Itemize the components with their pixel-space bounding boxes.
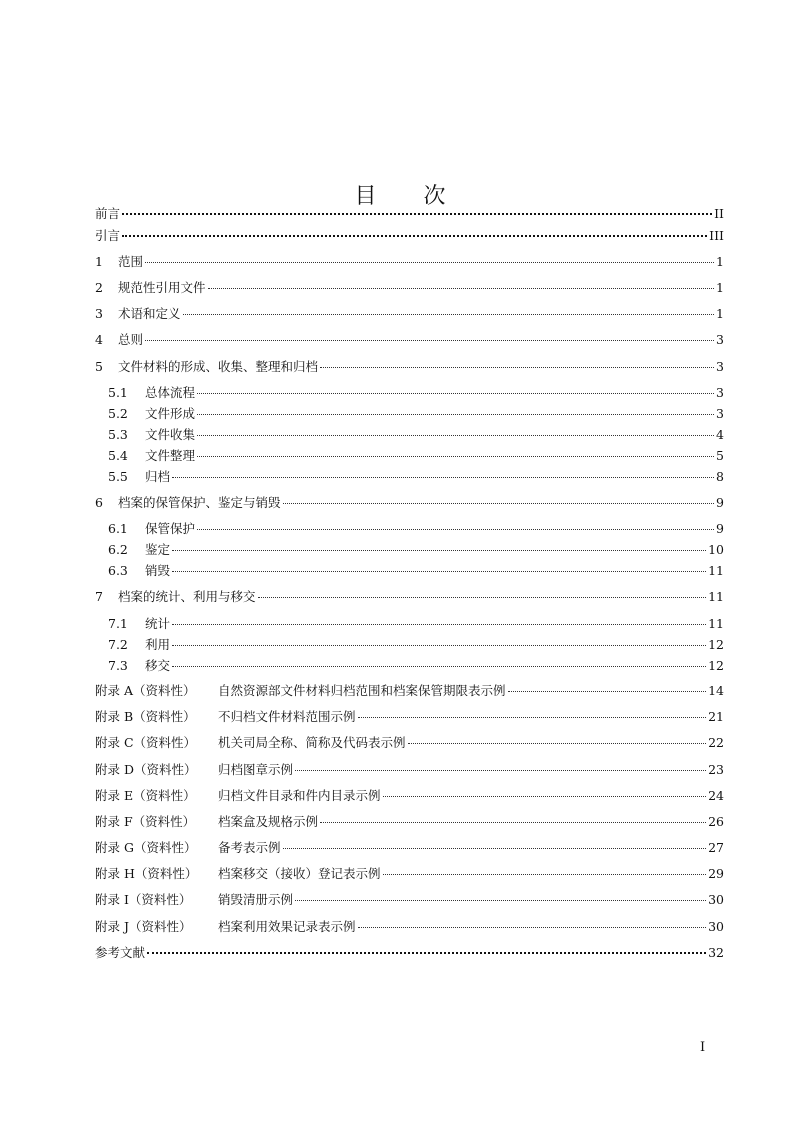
- toc-entry[interactable]: [95, 305, 724, 323]
- toc-entry[interactable]: [95, 813, 724, 831]
- toc-entry-label: 档案的保管保护、鉴定与销毁: [118, 495, 281, 510]
- toc-entry-page: 4: [716, 427, 724, 442]
- toc-entry-label: 范围: [118, 254, 144, 269]
- toc-entry-number: 附录 B（资料性）: [95, 709, 196, 724]
- toc-entry[interactable]: [95, 865, 724, 883]
- toc-leader-dots: [283, 502, 715, 504]
- toc-entry-number: 5.1: [108, 385, 128, 400]
- toc-entry-label: 文件形成: [145, 406, 196, 421]
- toc-entry-page: 24: [708, 788, 724, 803]
- toc-entry-number: 7.2: [108, 637, 128, 652]
- toc-entry-page: 11: [708, 616, 724, 631]
- toc-entry[interactable]: [108, 384, 724, 402]
- toc-entry[interactable]: [95, 918, 724, 936]
- toc-title-char-2: 次: [423, 184, 446, 209]
- toc-entry[interactable]: [95, 588, 724, 606]
- toc-leader-dots: [197, 434, 714, 436]
- toc-leader-dots: [147, 951, 706, 954]
- toc-entry[interactable]: [108, 657, 724, 675]
- toc-leader-dots: [258, 596, 707, 598]
- toc-entry[interactable]: [95, 682, 724, 700]
- toc-entry[interactable]: [95, 494, 724, 512]
- toc-entry-number: 5.4: [108, 448, 128, 463]
- toc-entry-number: 附录 D（资料性）: [95, 762, 197, 777]
- toc-entry[interactable]: [108, 520, 724, 538]
- toc-entry-label: 备考表示例: [218, 840, 281, 855]
- toc-entry[interactable]: [108, 447, 724, 465]
- toc-leader-dots: [295, 769, 706, 771]
- toc-leader-dots: [197, 455, 714, 457]
- toc-entry-label: 机关司局全称、简称及代码表示例: [218, 735, 406, 750]
- toc-entry-page: II: [714, 206, 724, 221]
- toc-entry-label: 档案盒及规格示例: [218, 814, 319, 829]
- toc-entry-label: 前言: [95, 206, 121, 221]
- toc-entry[interactable]: [108, 405, 724, 423]
- toc-leader-dots: [172, 644, 706, 646]
- toc-leader-dots: [197, 413, 714, 415]
- toc-entry[interactable]: [108, 636, 724, 654]
- toc-entry-number: 5.2: [108, 406, 128, 421]
- toc-leader-dots: [283, 847, 707, 849]
- toc-leader-dots: [197, 528, 714, 530]
- toc-entry-number: 附录 I（资料性）: [95, 892, 192, 907]
- toc-leader-dots: [383, 873, 707, 875]
- toc-entry-page: 10: [708, 542, 724, 557]
- page-number: I: [700, 1040, 706, 1055]
- toc-entry-label: 统计: [145, 616, 171, 631]
- toc-entry-page: 3: [716, 332, 724, 347]
- toc-entry-number: 附录 C（资料性）: [95, 735, 197, 750]
- toc-entry[interactable]: [95, 761, 724, 779]
- toc-entry[interactable]: [108, 468, 724, 486]
- toc-entry-page: 22: [708, 735, 724, 750]
- toc-entry-label: 归档文件目录和件内目录示例: [218, 788, 381, 803]
- toc-entry-label: 销毁清册示例: [218, 892, 294, 907]
- toc-entry[interactable]: [95, 358, 724, 376]
- toc-entry-page: 5: [716, 448, 724, 463]
- toc-leader-dots: [408, 742, 707, 744]
- toc-title-char-1: 目: [354, 184, 377, 209]
- toc-leader-dots: [320, 821, 706, 823]
- toc-entry-number: 5.5: [108, 469, 128, 484]
- toc-entry-label: 文件整理: [145, 448, 196, 463]
- toc-entry-page: 3: [716, 406, 724, 421]
- toc-entry-label: 鉴定: [145, 542, 171, 557]
- toc-entry[interactable]: [95, 891, 724, 909]
- toc-entry-label: 移交: [145, 658, 171, 673]
- toc-entry-label: 参考文献: [95, 945, 146, 960]
- toc-leader-dots: [358, 716, 707, 718]
- toc-entry-label: 档案的统计、利用与移交: [118, 589, 256, 604]
- toc-entry-label: 利用: [145, 637, 171, 652]
- toc-entry-number: 附录 E（资料性）: [95, 788, 196, 803]
- toc-entry-label: 文件收集: [145, 427, 196, 442]
- toc-entry-number: 5: [95, 359, 103, 374]
- toc-entry-label: 档案移交（接收）登记表示例: [218, 866, 381, 881]
- toc-leader-dots: [145, 261, 714, 263]
- toc-leader-dots: [197, 392, 714, 394]
- toc-entry[interactable]: [108, 562, 724, 580]
- toc-entry-page: 30: [708, 919, 724, 934]
- toc-entry-label: 引言: [95, 228, 121, 243]
- toc-entry[interactable]: [95, 253, 724, 271]
- toc-entry[interactable]: [95, 279, 724, 297]
- toc-entry-label: 总体流程: [145, 385, 196, 400]
- toc-entry[interactable]: [108, 426, 724, 444]
- toc-entry-number: 7.1: [108, 616, 128, 631]
- toc-entry-number: 7.3: [108, 658, 128, 673]
- toc-entry-page: 11: [708, 563, 724, 578]
- toc-entry-number: 附录 F（资料性）: [95, 814, 196, 829]
- toc-leader-dots: [172, 476, 714, 478]
- toc-leader-dots: [508, 690, 707, 692]
- toc-entry-page: 1: [716, 280, 724, 295]
- toc-entry-page: 1: [716, 254, 724, 269]
- toc-entry-label: 规范性引用文件: [118, 280, 206, 295]
- toc-entry-label: 术语和定义: [118, 306, 181, 321]
- toc-leader-dots: [383, 795, 707, 797]
- toc-entry-number: 4: [95, 332, 103, 347]
- toc-entry-number: 2: [95, 280, 103, 295]
- toc-entry-page: 3: [716, 385, 724, 400]
- toc-entry[interactable]: [95, 227, 724, 245]
- toc-entry-number: 6.2: [108, 542, 128, 557]
- toc-entry-label: 档案利用效果记录表示例: [218, 919, 356, 934]
- toc-entry-number: 附录 G（资料性）: [95, 840, 197, 855]
- toc-entry-page: 12: [708, 637, 724, 652]
- toc-entry-page: 12: [708, 658, 724, 673]
- toc-entry-page: 9: [716, 495, 724, 510]
- toc-entry-label: 自然资源部文件材料归档范围和档案保管期限表示例: [218, 683, 506, 698]
- toc-entry[interactable]: [95, 331, 724, 349]
- toc-entry[interactable]: [108, 541, 724, 559]
- toc-leader-dots: [122, 234, 707, 237]
- toc-entry-label: 不归档文件材料范围示例: [218, 709, 356, 724]
- toc-entry-page: 26: [708, 814, 724, 829]
- toc-entry-page: 9: [716, 521, 724, 536]
- toc-leader-dots: [320, 366, 714, 368]
- toc-entry-page: 1: [716, 306, 724, 321]
- toc-leader-dots: [295, 899, 706, 901]
- toc-entry-number: 1: [95, 254, 103, 269]
- toc-entry-number: 附录 H（资料性）: [95, 866, 198, 881]
- toc-entry-page: 27: [708, 840, 724, 855]
- toc-entry-number: 附录 A（资料性）: [95, 683, 196, 698]
- toc-entry-number: 6.3: [108, 563, 128, 578]
- toc-entry-page: 21: [708, 709, 724, 724]
- toc-entry-page: III: [709, 228, 724, 243]
- toc-entry-label: 总则: [118, 332, 144, 347]
- toc-entry[interactable]: [95, 787, 724, 805]
- toc-entry-page: 23: [708, 762, 724, 777]
- toc-entry-number: 附录 J（资料性）: [95, 919, 192, 934]
- toc-entry-number: 6.1: [108, 521, 128, 536]
- toc-entry[interactable]: [95, 734, 724, 752]
- toc-entry[interactable]: [108, 615, 724, 633]
- toc-entry[interactable]: [95, 708, 724, 726]
- toc-entry-page: 30: [708, 892, 724, 907]
- toc-entry-number: 3: [95, 306, 103, 321]
- toc-leader-dots: [172, 665, 706, 667]
- toc-entry[interactable]: [95, 205, 724, 223]
- toc-entry[interactable]: [95, 944, 724, 962]
- toc-entry-number: 5.3: [108, 427, 128, 442]
- toc-entry-page: 11: [708, 589, 724, 604]
- toc-entry-label: 销毁: [145, 563, 171, 578]
- toc-leader-dots: [358, 926, 707, 928]
- toc-entry-label: 保管保护: [145, 521, 196, 536]
- toc-entry-page: 8: [716, 469, 724, 484]
- toc-leader-dots: [172, 623, 706, 625]
- toc-entry[interactable]: [95, 839, 724, 857]
- toc-leader-dots: [172, 570, 706, 572]
- toc-entry-page: 32: [708, 945, 724, 960]
- toc-leader-dots: [145, 339, 714, 341]
- toc-entry-label: 归档图章示例: [218, 762, 294, 777]
- toc-leader-dots: [183, 313, 715, 315]
- toc-leader-dots: [122, 212, 712, 215]
- toc-leader-dots: [208, 287, 715, 289]
- toc-entry-label: 归档: [145, 469, 171, 484]
- toc-entry-number: 6: [95, 495, 103, 510]
- toc-leader-dots: [172, 549, 706, 551]
- toc-entry-page: 3: [716, 359, 724, 374]
- toc-entry-page: 14: [708, 683, 724, 698]
- toc-entry-page: 29: [708, 866, 724, 881]
- toc-entry-number: 7: [95, 589, 103, 604]
- toc-entry-label: 文件材料的形成、收集、整理和归档: [118, 359, 319, 374]
